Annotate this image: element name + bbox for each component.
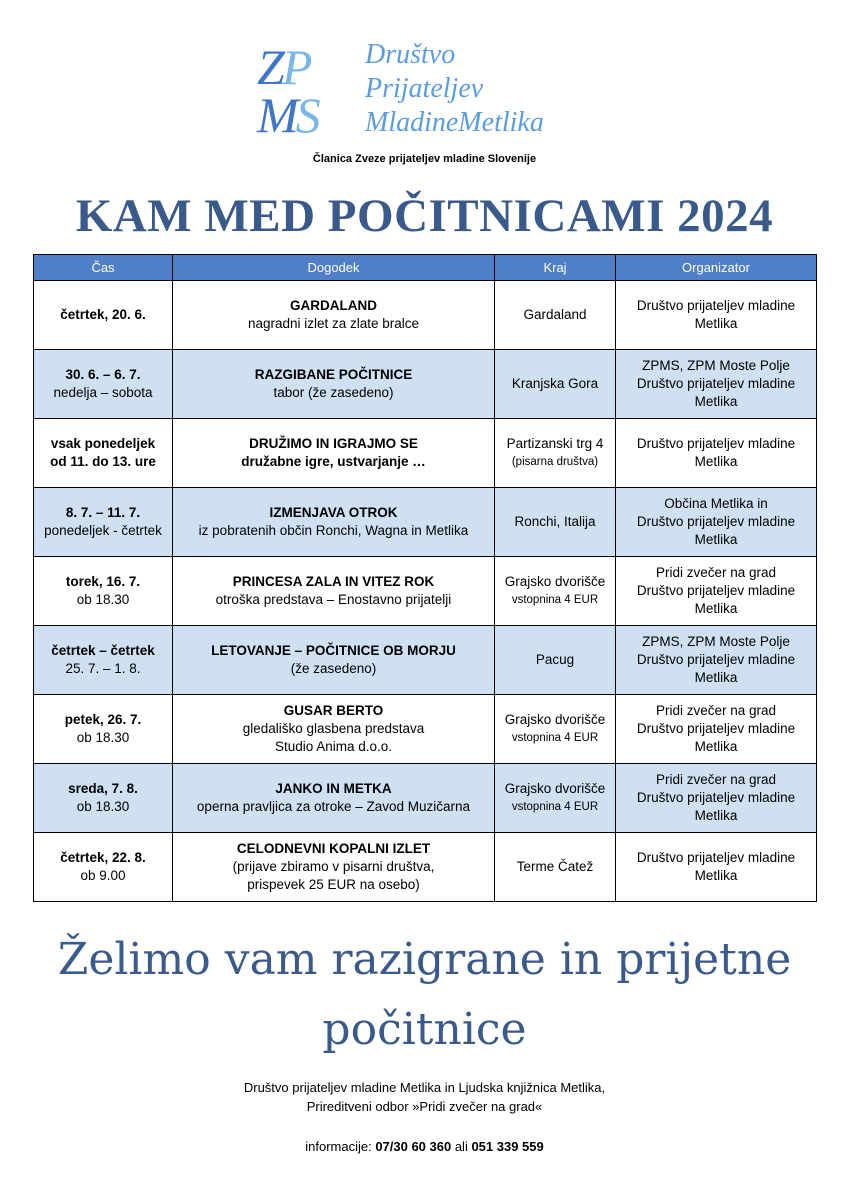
time-line-1: vsak ponedeljek bbox=[50, 436, 156, 451]
schedule-body bbox=[34, 281, 817, 902]
organizer-line-1: Pridi zvečer na grad bbox=[655, 703, 777, 718]
event-description-2: prispevek 25 EUR na osebo) bbox=[247, 877, 420, 892]
time-cell bbox=[34, 488, 173, 557]
event-cell bbox=[173, 626, 495, 695]
time-line-2: ob 18.30 bbox=[76, 799, 130, 814]
farewell-line2: počitnice bbox=[322, 1004, 527, 1055]
logo-name-line1: Društvo bbox=[365, 39, 456, 70]
zpms-monogram bbox=[255, 38, 355, 146]
organizer-line-2: Društvo prijateljev mladine Metlika bbox=[636, 790, 796, 823]
table-row bbox=[34, 764, 817, 833]
footer-info bbox=[0, 1138, 849, 1156]
event-description: (prijave zbiramo v pisarni društva, bbox=[232, 859, 435, 874]
footer-organizers: Društvo prijateljev mladine Metlika in Ljudska knjižnica Metlika, bbox=[243, 1080, 606, 1095]
time-line-2: 25. 7. – 1. 8. bbox=[65, 661, 141, 676]
time-line-2: ob 18.30 bbox=[76, 730, 130, 745]
time-cell bbox=[34, 281, 173, 350]
time-line-2: ponedeljek - četrtek bbox=[44, 523, 162, 538]
time-cell bbox=[34, 557, 173, 626]
organizer-line-1: ZPMS, ZPM Moste Polje bbox=[642, 634, 790, 649]
event-description: operna pravljica za otroke – Zavod Muzičarna bbox=[196, 799, 471, 814]
place-note: vstopnina 4 EUR bbox=[511, 732, 599, 744]
footer-committee: Prireditveni odbor »Pridi zvečer na grad« bbox=[306, 1099, 543, 1114]
organizer-cell bbox=[616, 833, 817, 902]
event-cell bbox=[173, 419, 495, 488]
time-line-1: četrtek, 22. 8. bbox=[60, 850, 146, 865]
header-time: Čas bbox=[34, 255, 173, 281]
table-row bbox=[34, 626, 817, 695]
event-description: otroška predstava – Enostavno prijatelji bbox=[215, 592, 452, 607]
organizer-line-1: Pridi zvečer na grad bbox=[655, 772, 777, 787]
monogram-z: Z bbox=[257, 39, 282, 95]
organizer-line-1: Pridi zvečer na grad bbox=[655, 565, 777, 580]
page-title: KAM MED POČITNICAMI 2024 bbox=[75, 190, 774, 242]
organizer-cell bbox=[616, 764, 817, 833]
event-title: IZMENJAVA OTROK bbox=[269, 505, 398, 520]
organizer-line-1: Občina Metlika in bbox=[664, 496, 768, 511]
organizer-cell bbox=[616, 281, 817, 350]
time-cell bbox=[34, 350, 173, 419]
event-title: RAZGIBANE POČITNICE bbox=[254, 367, 413, 382]
place-name: Partizanski trg 4 bbox=[506, 436, 604, 451]
place-note: vstopnina 4 EUR bbox=[511, 801, 599, 813]
header-event: Dogodek bbox=[173, 255, 495, 281]
time-line-1: torek, 16. 7. bbox=[65, 574, 141, 589]
table-row bbox=[34, 419, 817, 488]
place-cell bbox=[495, 350, 616, 419]
place-name: Grajsko dvorišče bbox=[504, 781, 606, 796]
monogram-p: P bbox=[281, 39, 310, 95]
table-row bbox=[34, 350, 817, 419]
time-line-1: četrtek – četrtek bbox=[51, 643, 155, 658]
place-cell bbox=[495, 764, 616, 833]
event-title: LETOVANJE – POČITNICE OB MORJU bbox=[211, 643, 456, 658]
place-name: Pacug bbox=[535, 652, 575, 667]
zpm-logo bbox=[255, 38, 600, 146]
place-cell bbox=[495, 626, 616, 695]
time-line-1: 8. 7. – 11. 7. bbox=[65, 505, 141, 520]
table-row bbox=[34, 281, 817, 350]
organizer-line-2: Društvo prijateljev mladine Metlika bbox=[636, 514, 796, 547]
organizer-cell bbox=[616, 695, 817, 764]
phone-number-2: 051 339 559 bbox=[471, 1139, 544, 1154]
time-line-1: četrtek, 20. 6. bbox=[60, 307, 146, 322]
place-cell bbox=[495, 419, 616, 488]
info-label: informacije: bbox=[305, 1139, 376, 1154]
monogram-s: S bbox=[295, 87, 318, 143]
time-line-2: nedelja – sobota bbox=[53, 385, 153, 400]
logo-name-line3: MladineMetlika bbox=[365, 107, 544, 138]
organizer-line-2: Društvo prijateljev mladine Metlika bbox=[636, 721, 796, 754]
event-cell bbox=[173, 557, 495, 626]
organizer-line-1: ZPMS, ZPM Moste Polje bbox=[642, 358, 790, 373]
organizer-line-1: Društvo prijateljev mladine Metlika bbox=[636, 436, 796, 469]
header-organizer: Organizator bbox=[616, 255, 817, 281]
table-row bbox=[34, 557, 817, 626]
event-description: (že zasedeno) bbox=[290, 661, 377, 676]
time-line-2: ob 9.00 bbox=[80, 868, 126, 883]
organizer-line-2: Društvo prijateljev mladine Metlika bbox=[636, 583, 796, 616]
time-line-1: 30. 6. – 6. 7. bbox=[65, 367, 141, 382]
membership-text: Članica Zveze prijateljev mladine Slovenije bbox=[312, 153, 537, 165]
event-cell bbox=[173, 350, 495, 419]
event-title: PRINCESA ZALA IN VITEZ ROK bbox=[232, 574, 435, 589]
event-title: DRUŽIMO IN IGRAJMO SE bbox=[249, 436, 418, 451]
place-note: (pisarna društva) bbox=[511, 456, 599, 468]
event-cell bbox=[173, 764, 495, 833]
time-cell bbox=[34, 833, 173, 902]
time-line-1: sreda, 7. 8. bbox=[68, 781, 138, 796]
table-row bbox=[34, 695, 817, 764]
time-cell bbox=[34, 764, 173, 833]
event-cell bbox=[173, 281, 495, 350]
event-cell bbox=[173, 833, 495, 902]
time-cell bbox=[34, 419, 173, 488]
place-name: Ronchi, Italija bbox=[514, 514, 596, 529]
table-header-row bbox=[34, 255, 817, 281]
info-separator: ali bbox=[451, 1139, 472, 1154]
logo-name-line2: Prijateljev bbox=[365, 73, 484, 104]
place-cell bbox=[495, 557, 616, 626]
place-cell bbox=[495, 833, 616, 902]
farewell-line1: Želimo vam razigrane in prijetne bbox=[57, 934, 792, 985]
time-line-2: ob 18.30 bbox=[76, 592, 130, 607]
table-row bbox=[34, 488, 817, 557]
organizer-cell bbox=[616, 419, 817, 488]
table-row bbox=[34, 833, 817, 902]
organizer-line-2: Društvo prijateljev mladine Metlika bbox=[636, 376, 796, 409]
organizer-cell bbox=[616, 557, 817, 626]
event-title: CELODNEVNI KOPALNI IZLET bbox=[236, 841, 431, 856]
place-note: vstopnina 4 EUR bbox=[511, 594, 599, 606]
event-description: iz pobratenih občin Ronchi, Wagna in Metlika bbox=[198, 523, 469, 538]
place-name: Kranjska Gora bbox=[511, 376, 599, 391]
organizer-line-2: Društvo prijateljev mladine Metlika bbox=[636, 652, 796, 685]
place-cell bbox=[495, 281, 616, 350]
event-cell bbox=[173, 488, 495, 557]
event-cell bbox=[173, 695, 495, 764]
time-line-1: petek, 26. 7. bbox=[64, 712, 142, 727]
place-name: Grajsko dvorišče bbox=[504, 712, 606, 727]
organizer-cell bbox=[616, 626, 817, 695]
event-title: GUSAR BERTO bbox=[283, 703, 384, 718]
time-line-2: od 11. do 13. ure bbox=[50, 454, 156, 469]
event-description: nagradni izlet za zlate bralce bbox=[247, 316, 420, 331]
phone-number-1: 07/30 60 360 bbox=[375, 1139, 452, 1154]
time-cell bbox=[34, 695, 173, 764]
event-title: GARDALAND bbox=[290, 298, 377, 313]
event-description: tabor (že zasedeno) bbox=[273, 385, 394, 400]
organizer-cell bbox=[616, 350, 817, 419]
place-cell bbox=[495, 695, 616, 764]
event-description-2: Studio Anima d.o.o. bbox=[274, 739, 393, 754]
time-cell bbox=[34, 626, 173, 695]
event-title: JANKO IN METKA bbox=[275, 781, 392, 796]
event-description: gledališko glasbena predstava bbox=[242, 721, 425, 736]
place-name: Gardaland bbox=[523, 307, 587, 322]
monogram-m: M bbox=[257, 87, 296, 143]
place-cell bbox=[495, 488, 616, 557]
organizer-cell bbox=[616, 488, 817, 557]
farewell-message bbox=[0, 925, 849, 1065]
organizer-line-1: Društvo prijateljev mladine Metlika bbox=[636, 850, 796, 883]
organizer-line-1: Društvo prijateljev mladine Metlika bbox=[636, 298, 796, 331]
schedule-table bbox=[33, 254, 817, 902]
event-description: družabne igre, ustvarjanje … bbox=[241, 454, 426, 469]
place-name: Terme Čatež bbox=[516, 859, 594, 874]
place-name: Grajsko dvorišče bbox=[504, 574, 606, 589]
header-place: Kraj bbox=[495, 255, 616, 281]
